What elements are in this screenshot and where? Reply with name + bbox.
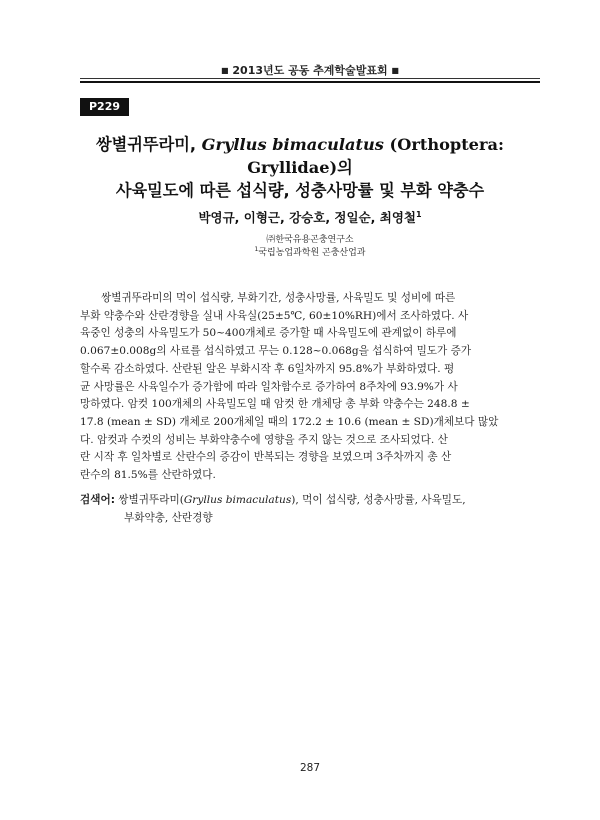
header-bullet-right: ■ <box>391 66 399 75</box>
title-line-1 <box>60 133 540 179</box>
affiliation-2-text: 국립농업과학원 곤충산업과 <box>258 248 366 258</box>
affiliation-1: ㈜한국유용곤충연구소 <box>266 235 354 245</box>
keywords-text-end: ), 먹이 섭식량, 성충사망률, 사육밀도, <box>291 494 466 506</box>
abstract-line: 17.8 (mean ± SD) 개체로 200개체일 때의 172.2 ± 10.6 (mean ± SD)개체보다 많았 <box>80 415 499 428</box>
keywords-text-start: 쌍별귀뚜라미( <box>114 494 184 506</box>
abstract-line: 0.067±0.008g의 사료를 섭식하였고 무는 0.128~0.068g을 섭식하여 밀도가 증가 <box>80 345 472 358</box>
abstract-line: 란 시작 후 일차별로 산란수의 증감이 반복되는 경향을 보였으며 3주차까지 총 산 <box>80 451 452 464</box>
keywords-line-2: 부화약충, 산란경향 <box>124 511 213 524</box>
keywords-label: 검색어: <box>80 494 115 506</box>
header-rule-thick <box>80 81 540 83</box>
keywords-section <box>80 492 540 527</box>
page-number: 287 <box>299 762 321 774</box>
header-rule-thin <box>80 78 540 79</box>
title-line-2: 사육밀도에 따른 섭식량, 성충사망률 및 부화 약충수 <box>115 181 485 200</box>
abstract-line: 육중인 성충의 사육밀도가 50~400개체로 증가할 때 사육밀도에 관계없이 하루에 <box>80 327 457 340</box>
abstract-line: 할수록 감소하였다. 산란된 알은 부화시작 후 6일차까지 95.8%가 부화하였다. 평 <box>80 362 455 375</box>
author-names: 박영규, 이형근, 강승호, 정일순, 최영철 <box>198 210 416 225</box>
abstract-body <box>80 290 540 485</box>
abstract-line: 부화 약충수와 산란경향을 실내 사육실(25±5℃, 60±10%RH)에서 조사하였다. 사 <box>80 309 469 322</box>
title-taxonomy: (Orthoptera: Gryllidae)의 <box>247 135 504 177</box>
conference-title: 2013년도 공동 추계학술발표회 <box>232 64 388 77</box>
conference-header <box>80 62 540 78</box>
abstract-line: 망하였다. 암컷 100개체의 사육밀도일 때 암컷 한 개체당 총 부화 약충수는 248.8 ± <box>80 398 470 411</box>
affiliation-2-mark: 1 <box>254 246 259 253</box>
abstract-line: 쌍별귀뚜라미의 먹이 섭식량, 부화기간, 성충사망률, 사육밀도 및 성비에 따른 <box>101 292 456 304</box>
header-bullet-left: ■ <box>221 66 229 75</box>
poster-id-badge: P229 <box>80 98 129 116</box>
abstract-line: 란수의 81.5%를 산란하였다. <box>80 469 216 482</box>
abstract-line: 다. 암컷과 수컷의 성비는 부화약충수에 영향을 주지 않는 것으로 조사되었다. 산 <box>80 433 448 446</box>
keywords-species: Gryllus bimaculatus <box>183 494 292 506</box>
affiliation-2 <box>80 245 540 258</box>
title-korean-name: 쌍별귀뚜라미, <box>96 135 202 154</box>
title-species-name: Gryllus bimaculatus <box>201 135 384 154</box>
abstract-line: 균 사망률은 사육일수가 증가함에 따라 일차함수로 증가하여 8주차에 93.9%가 사 <box>80 380 458 393</box>
paper-title <box>60 133 540 202</box>
author-affiliation-mark: 1 <box>415 209 422 219</box>
author-list <box>80 208 540 226</box>
